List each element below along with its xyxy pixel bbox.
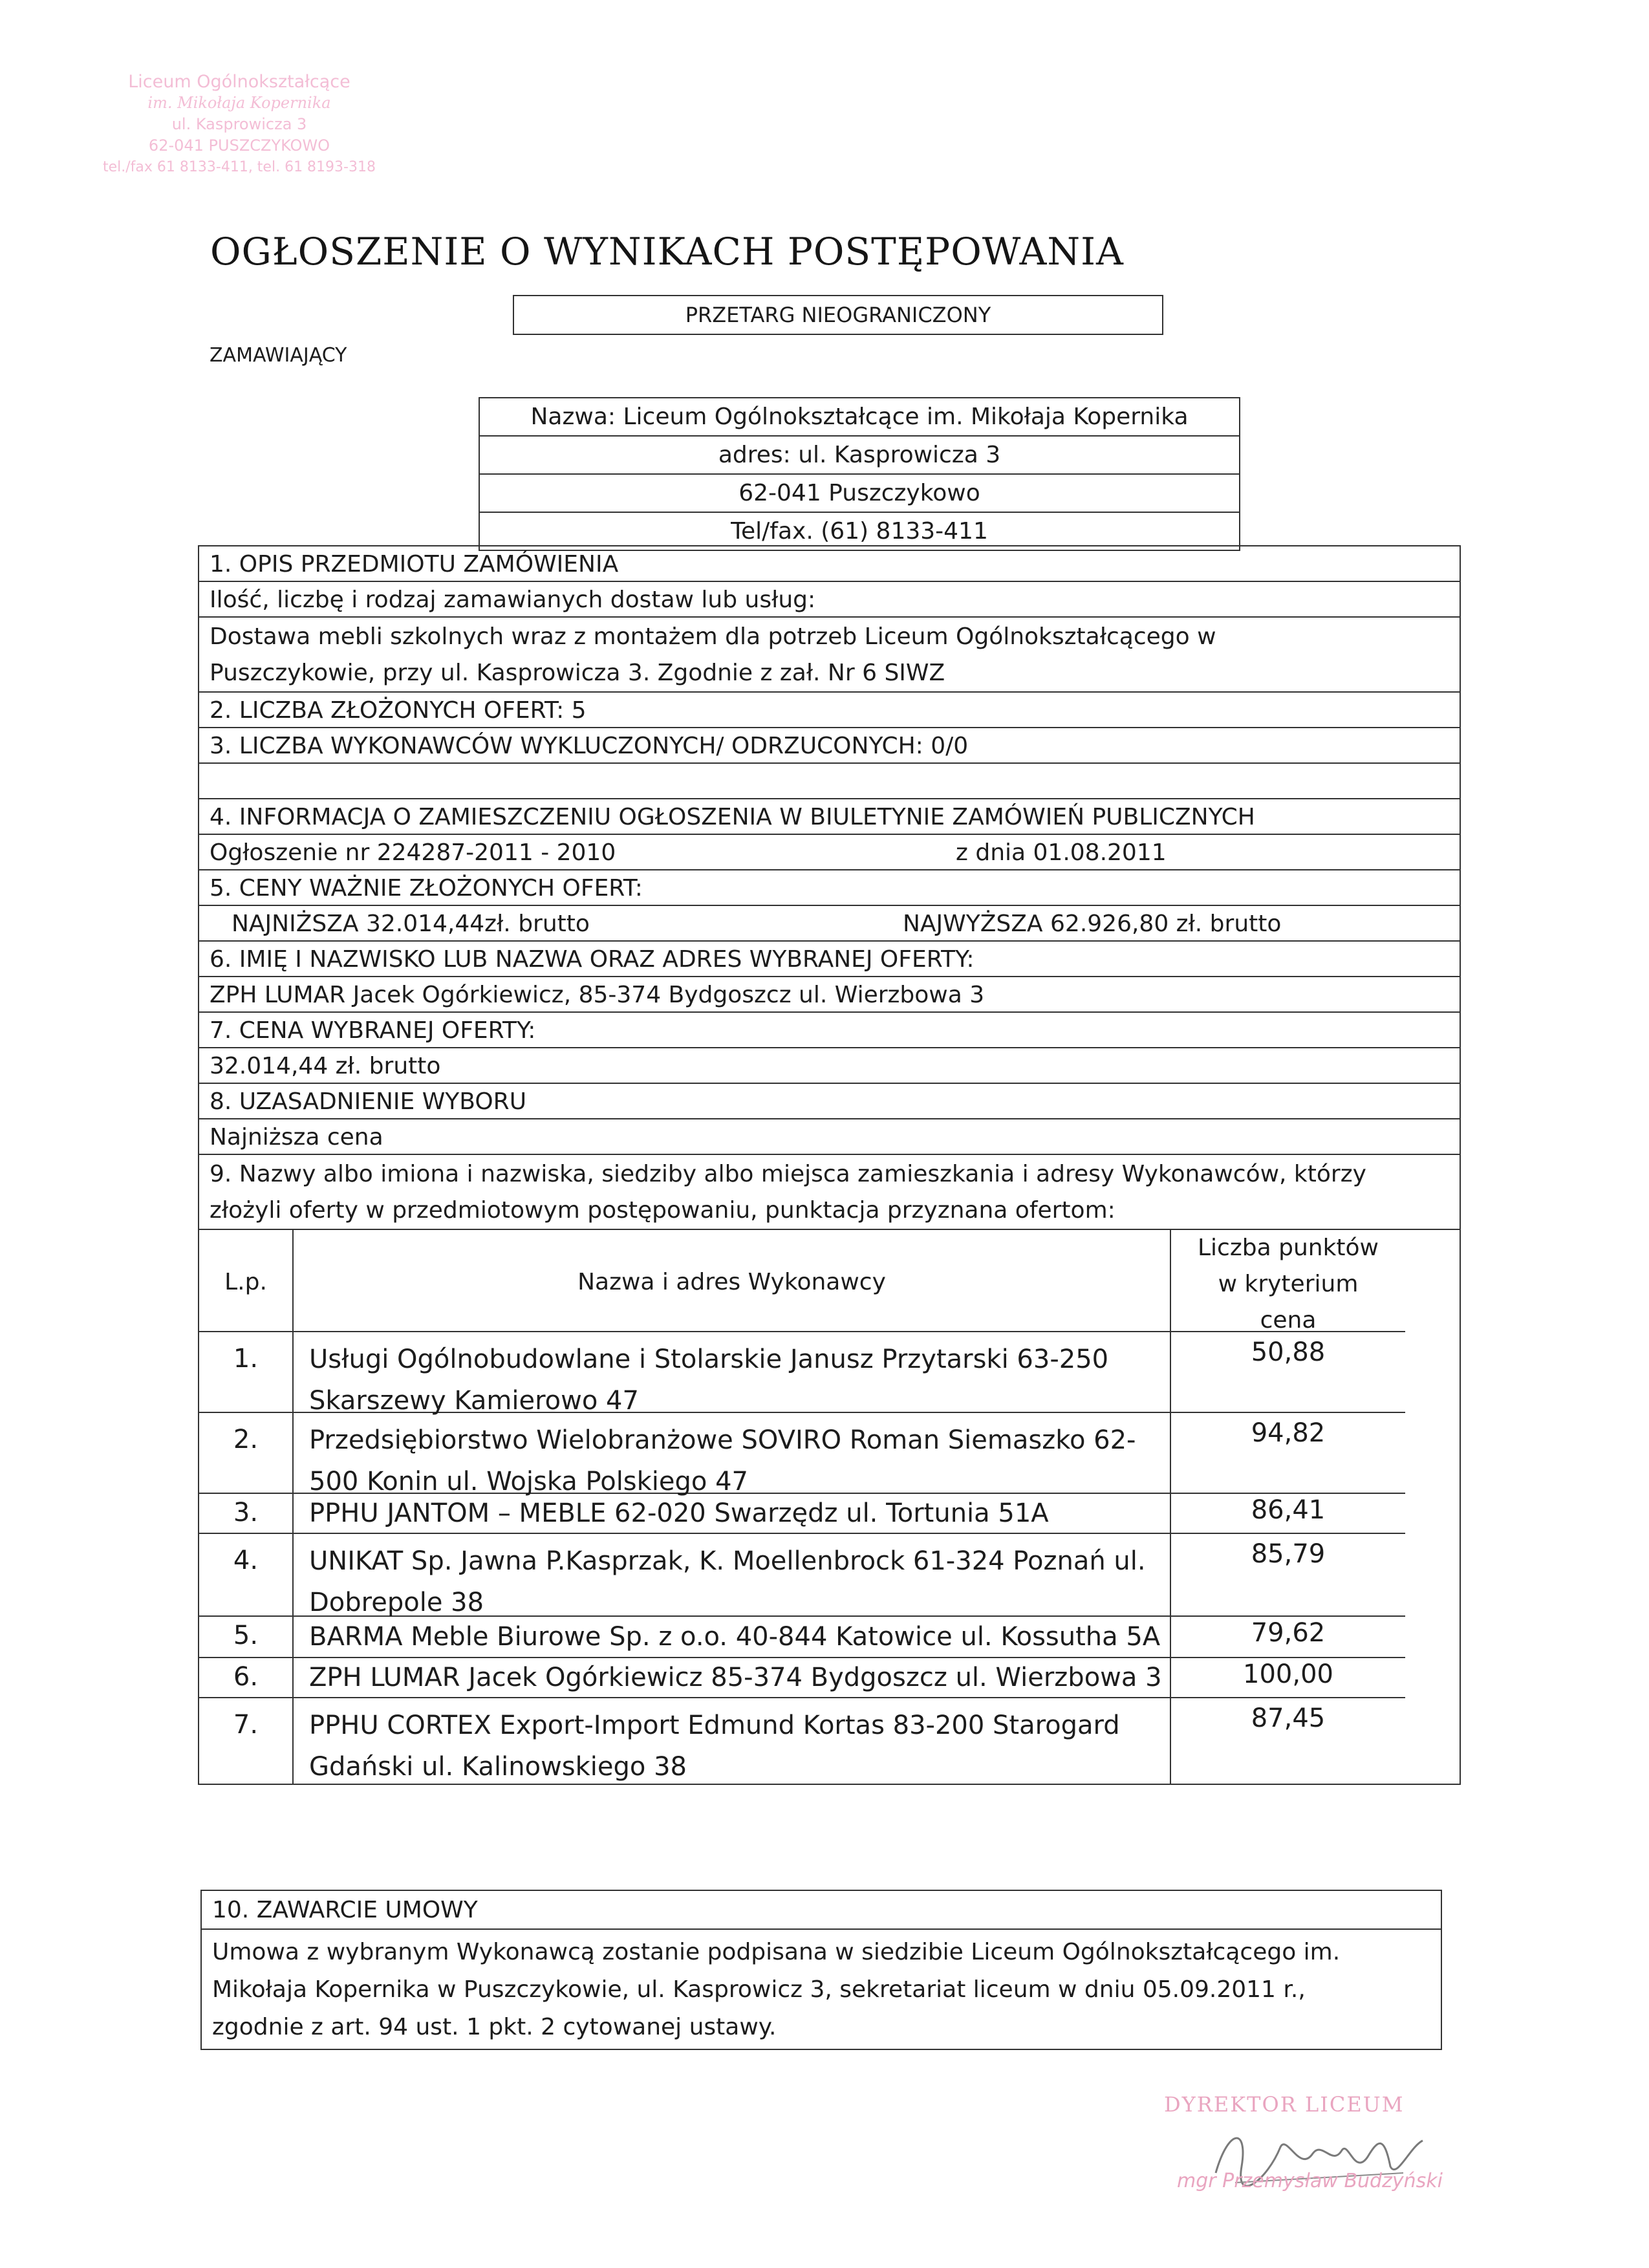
contractor-line: UNIKAT Sp. Jawna P.Kasprzak, K. Moellenbrock 61-324 Poznań ul.	[309, 1546, 1146, 1576]
section-3: 3. LICZBA WYKONAWCÓW WYKLUCZONYCH/ ODRZUCONYCH: 0/0	[199, 728, 1460, 764]
contractor-line: Przedsiębiorstwo Wielobranżowe SOVIRO Roman Siemaszko 62-	[309, 1425, 1136, 1455]
section-7-header: 7. CENA WYBRANEJ OFERTY:	[199, 1013, 1460, 1048]
row-score: 50,88	[1171, 1332, 1405, 1413]
section-6-value: ZPH LUMAR Jacek Ogórkiewicz, 85-374 Bydgoszcz ul. Wierzbowa 3	[199, 977, 1460, 1013]
contractor-line: ZPH LUMAR Jacek Ogórkiewicz 85-374 Bydgoszcz ul. Wierzbowa 3	[309, 1663, 1162, 1692]
row-score: 87,45	[1251, 1703, 1326, 1733]
authority-address: adres: ul. Kasprowicza 3	[480, 437, 1239, 475]
col-score-header	[1171, 1230, 1405, 1332]
section-9-header-line: złożyli oferty w przedmiotowym postępowaniu, punktacja przyznana ofertom:	[210, 1197, 1116, 1224]
col-name-label: Nazwa i adres Wykonawcy	[577, 1269, 886, 1295]
director-stamp: DYREKTOR LICEUM	[1164, 2092, 1405, 2117]
row-lp: 1.	[199, 1332, 294, 1413]
authority-postal: 62-041 Puszczykowo	[480, 475, 1239, 513]
row-score: 79,62	[1171, 1617, 1405, 1658]
row-lp: 2.	[199, 1413, 294, 1494]
row-lp: 7.	[199, 1698, 294, 1784]
section-10-body	[202, 1930, 1441, 2049]
stamp-line: im. Mikołaja Kopernika	[147, 94, 331, 112]
section-8-header: 8. UZASADNIENIE WYBORU	[199, 1084, 1460, 1119]
procedure-type-box: PRZETARG NIEOGRANICZONY	[513, 295, 1163, 335]
row-lp: 3.	[199, 1494, 294, 1534]
row-contractor	[294, 1534, 1171, 1617]
authority-name: Nazwa: Liceum Ogólnokształcące im. Mikołaja Kopernika	[480, 398, 1239, 437]
row-lp: 5.	[199, 1617, 294, 1658]
contractor-line: BARMA Meble Biurowe Sp. z o.o. 40-844 Katowice ul. Kossutha 5A	[309, 1622, 1161, 1652]
section-9-header	[199, 1155, 1460, 1230]
contract-section	[200, 1890, 1442, 2050]
stamp-line: Liceum Ogólnokształcące	[128, 72, 350, 92]
row-contractor	[294, 1494, 1171, 1534]
contracting-label: ZAMAWIAJĄCY	[210, 344, 347, 367]
col-score-label: w kryterium	[1218, 1271, 1359, 1297]
notice-number: Ogłoszenie nr 224287-2011 - 2010	[210, 839, 616, 866]
description-line: Puszczykowie, przy ul. Kasprowicza 3. Zgodnie z zał. Nr 6 SIWZ	[210, 660, 945, 686]
main-form	[198, 545, 1461, 1785]
section-5-prices	[199, 906, 1460, 942]
notice-date: z dnia 01.08.2011	[956, 839, 1167, 866]
document-title: OGŁOSZENIE O WYNIKACH POSTĘPOWANIA	[210, 230, 1124, 274]
authority-phone: Tel/fax. (61) 8133-411	[731, 518, 988, 545]
col-lp-header	[199, 1230, 294, 1332]
contractor-line: Gdański ul. Kalinowskiego 38	[309, 1752, 687, 1782]
section-8-value: Najniższa cena	[199, 1119, 1460, 1155]
contractor-line: Dobrepole 38	[309, 1588, 484, 1617]
row-lp: 6.	[199, 1658, 294, 1698]
blank-row	[199, 764, 1460, 799]
row-score: 100,00	[1171, 1658, 1405, 1698]
section-5-header: 5. CENY WAŻNIE ZŁOŻONYCH OFERT:	[199, 870, 1460, 906]
section-4-notice	[199, 835, 1460, 870]
section-10-header: 10. ZAWARCIE UMOWY	[202, 1891, 1441, 1930]
section-7-value: 32.014,44 zł. brutto	[199, 1048, 1460, 1084]
col-name-header	[294, 1230, 1171, 1332]
col-score-label: cena	[1260, 1307, 1317, 1334]
stamp-line: 62-041 PUSZCZYKOWO	[148, 136, 330, 155]
col-score-label: Liczba punktów	[1197, 1235, 1379, 1261]
row-contractor	[294, 1413, 1171, 1494]
section-1-sub: Ilość, liczbę i rodzaj zamawianych dostaw lub usług:	[199, 582, 1460, 618]
contractor-line: Usługi Ogólnobudowlane i Stolarskie Janusz Przytarski 63-250	[309, 1345, 1109, 1374]
row-lp: 4.	[199, 1534, 294, 1617]
body-line: zgodnie z art. 94 ust. 1 pkt. 2 cytowanej ustawy.	[212, 2014, 777, 2040]
contractor-line: PPHU CORTEX Export-Import Edmund Kortas 83-200 Starogard	[309, 1711, 1120, 1740]
row-score: 94,82	[1171, 1413, 1405, 1494]
contractor-line: PPHU JANTOM – MEBLE 62-020 Swarzędz ul. Tortunia 51A	[309, 1498, 1049, 1528]
row-score: 85,79	[1171, 1534, 1405, 1617]
contractor-line: 500 Konin ul. Wojska Polskiego 47	[309, 1467, 749, 1496]
section-9-header-line: 9. Nazwy albo imiona i nazwiska, siedziby albo miejsca zamieszkania i adresy Wykonawców, którzy	[210, 1161, 1366, 1187]
contractor-line: Skarszewy Kamierowo 47	[309, 1386, 639, 1416]
row-score: 86,41	[1171, 1494, 1405, 1534]
body-line: Mikołaja Kopernika w Puszczykowie, ul. Kasprowicz 3, sekretariat liceum w dniu 05.09.2011 r.,	[212, 1976, 1306, 2003]
stamp-line: tel./fax 61 8133-411, tel. 61 8193-318	[103, 159, 376, 175]
contracting-authority-box	[479, 397, 1240, 551]
description-line: Dostawa mebli szkolnych wraz z montażem dla potrzeb Liceum Ogólnokształcącego w	[210, 623, 1216, 650]
row-contractor	[294, 1658, 1171, 1698]
school-stamp	[58, 71, 420, 178]
highest-price: NAJWYŻSZA 62.926,80 zł. brutto	[903, 911, 1282, 937]
offers-table	[199, 1230, 1460, 1784]
col-lp-label: L.p.	[224, 1269, 267, 1295]
stamp-line: ul. Kasprowicza 3	[171, 115, 307, 133]
section-2: 2. LICZBA ZŁOŻONYCH OFERT: 5	[199, 693, 1460, 728]
row-contractor	[294, 1332, 1171, 1416]
section-1-description	[199, 618, 1460, 693]
director-name: mgr Przemysław Budzyński	[1177, 2170, 1443, 2192]
row-contractor	[294, 1617, 1171, 1658]
row-contractor	[294, 1698, 1171, 1784]
section-1-header: 1. OPIS PRZEDMIOTU ZAMÓWIENIA	[199, 546, 1460, 582]
lowest-price: NAJNIŻSZA 32.014,44zł. brutto	[232, 911, 590, 937]
body-line: Umowa z wybranym Wykonawcą zostanie podpisana w siedzibie Liceum Ogólnokształcącego im.	[212, 1939, 1341, 1965]
section-4-header: 4. INFORMACJA O ZAMIESZCZENIU OGŁOSZENIA W BIULETYNIE ZAMÓWIEŃ PUBLICZNYCH	[199, 799, 1460, 835]
section-6-header: 6. IMIĘ I NAZWISKO LUB NAZWA ORAZ ADRES WYBRANEJ OFERTY:	[199, 942, 1460, 977]
